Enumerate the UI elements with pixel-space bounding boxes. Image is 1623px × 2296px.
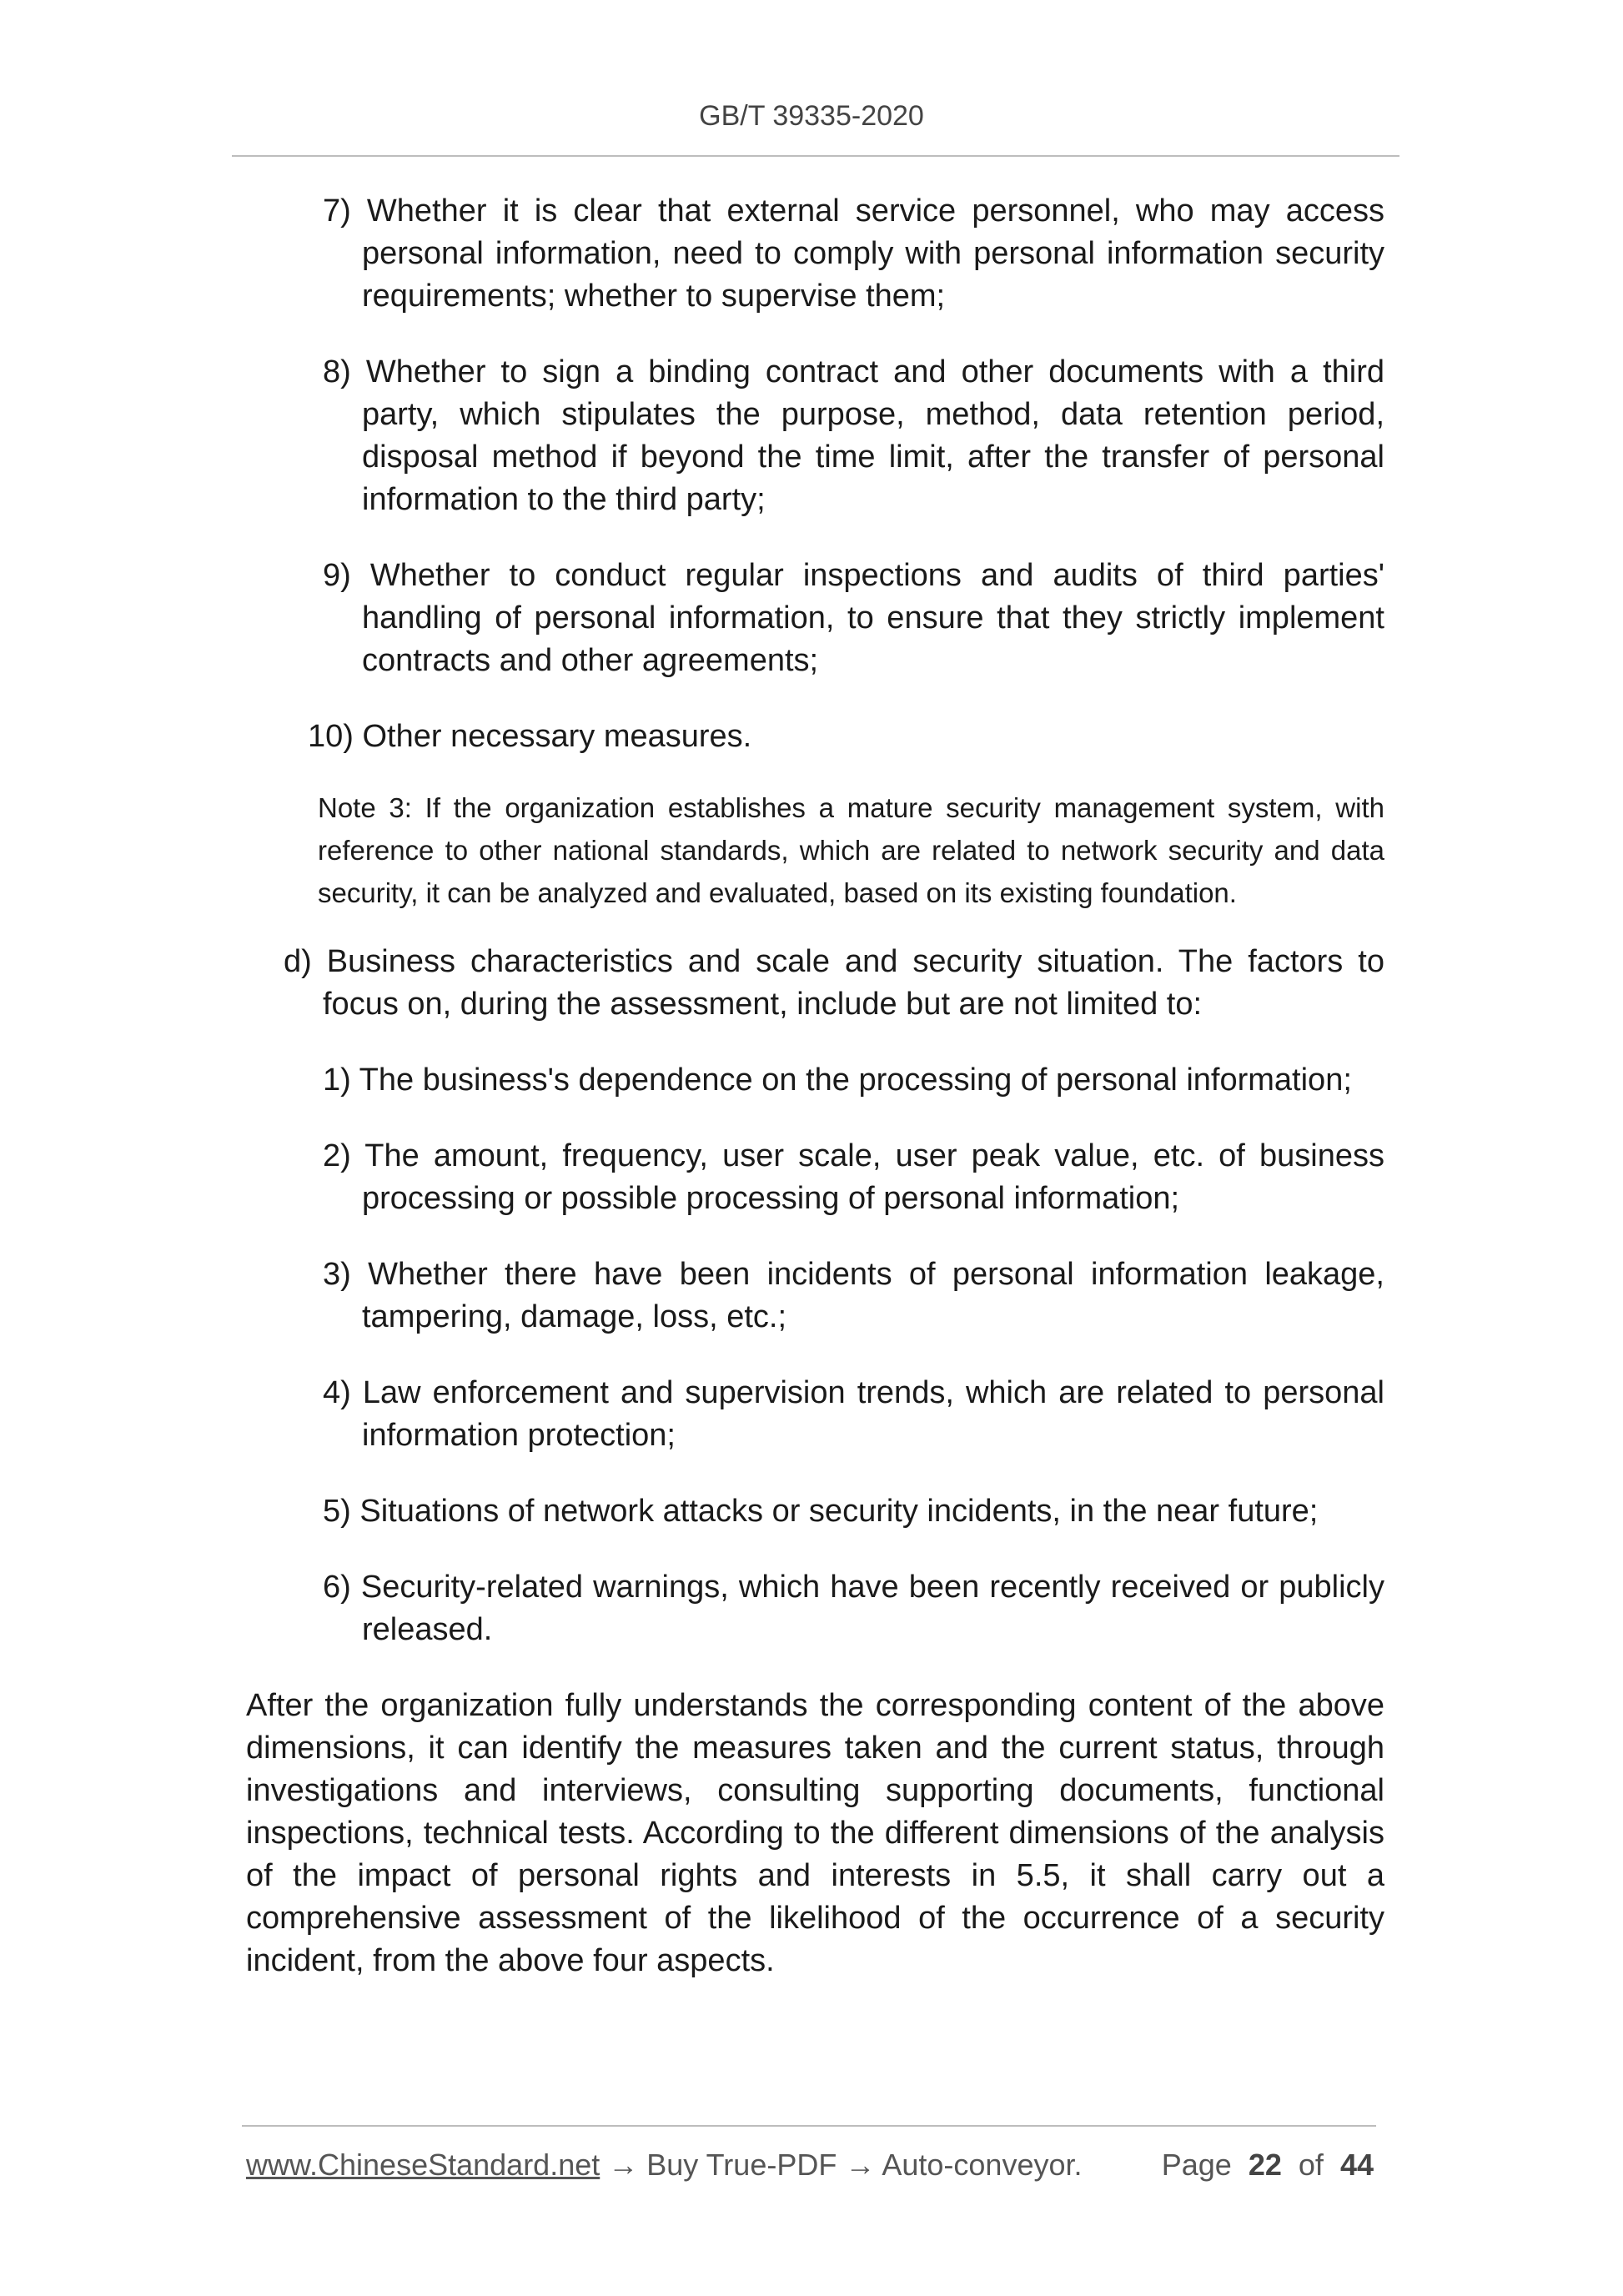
section-d-heading: d) Business characteristics and scale and security situation. The factors to focus on, during the assessment, include but are not limited to: <box>284 944 1384 1022</box>
list-item-c10: 10) Other necessary measures. <box>308 719 752 754</box>
standard-code: GB/T 39335-2020 <box>699 100 924 132</box>
list-item-d5: 5) Situations of network attacks or security incidents, in the near future; <box>323 1494 1319 1529</box>
list-item-c8: 8) Whether to sign a binding contract and other documents with a third party, which stipulates the purpose, method, data retention period, disposal method if beyond the time limit, after the transfer of personal information to the third party; <box>323 354 1384 517</box>
site-link[interactable]: www.ChineseStandard.net <box>246 2148 600 2182</box>
of-label: of <box>1298 2148 1324 2182</box>
list-item-c7: 7) Whether it is clear that external service personnel, who may access personal information, need to comply with personal information security requirements; whether to supervise them; <box>323 193 1384 314</box>
page-total: 44 <box>1339 2148 1374 2182</box>
page-body <box>246 190 1384 1982</box>
page-current: 22 <box>1248 2148 1282 2182</box>
list-item-d6: 6) Security-related warnings, which have been recently received or publicly released. <box>323 1570 1384 1647</box>
closing-paragraph: After the organization fully understands the corresponding content of the above dimensions, it can identify the measures taken and the current status, through investigations and interviews, consulting supporting documents, functional inspections, technical tests. According to the different dimensions of the analysis of the impact of personal rights and interests in 5.5, it shall carry out a comprehensive assessment of the likelihood of the occurrence of a security incident, from the above four aspects. <box>246 1688 1384 1978</box>
buy-true-pdf-text: Buy True-PDF <box>646 2148 837 2182</box>
footer-divider <box>242 2125 1376 2127</box>
list-item-d3: 3) Whether there have been incidents of personal information leakage, tampering, damage, loss, etc.; <box>323 1257 1384 1334</box>
document-footer <box>246 2148 1380 2183</box>
page-label: Page <box>1161 2148 1232 2182</box>
page-indicator <box>1162 2148 1374 2183</box>
arrow-icon: → <box>837 2148 882 2182</box>
list-item-c9: 9) Whether to conduct regular inspections and audits of third parties' handling of personal information, to ensure that they strictly implement contracts and other agreements; <box>323 558 1384 678</box>
header-divider <box>232 155 1399 157</box>
list-item-d4: 4) Law enforcement and supervision trends, which are related to personal information protection; <box>323 1375 1384 1453</box>
list-item-d1: 1) The business's dependence on the processing of personal information; <box>323 1063 1352 1098</box>
note-3: Note 3: If the organization establishes a mature security management system, with reference to other national standards, which are related to network security and data security, it can be analyzed and evaluated, based on its existing foundation. <box>318 792 1384 908</box>
list-item-d2: 2) The amount, frequency, user scale, user peak value, etc. of business processing or possible processing of personal information; <box>323 1138 1384 1216</box>
arrow-icon: → <box>600 2148 647 2182</box>
document-header <box>0 100 1623 133</box>
auto-conveyor-text: Auto-conveyor. <box>882 2148 1083 2182</box>
